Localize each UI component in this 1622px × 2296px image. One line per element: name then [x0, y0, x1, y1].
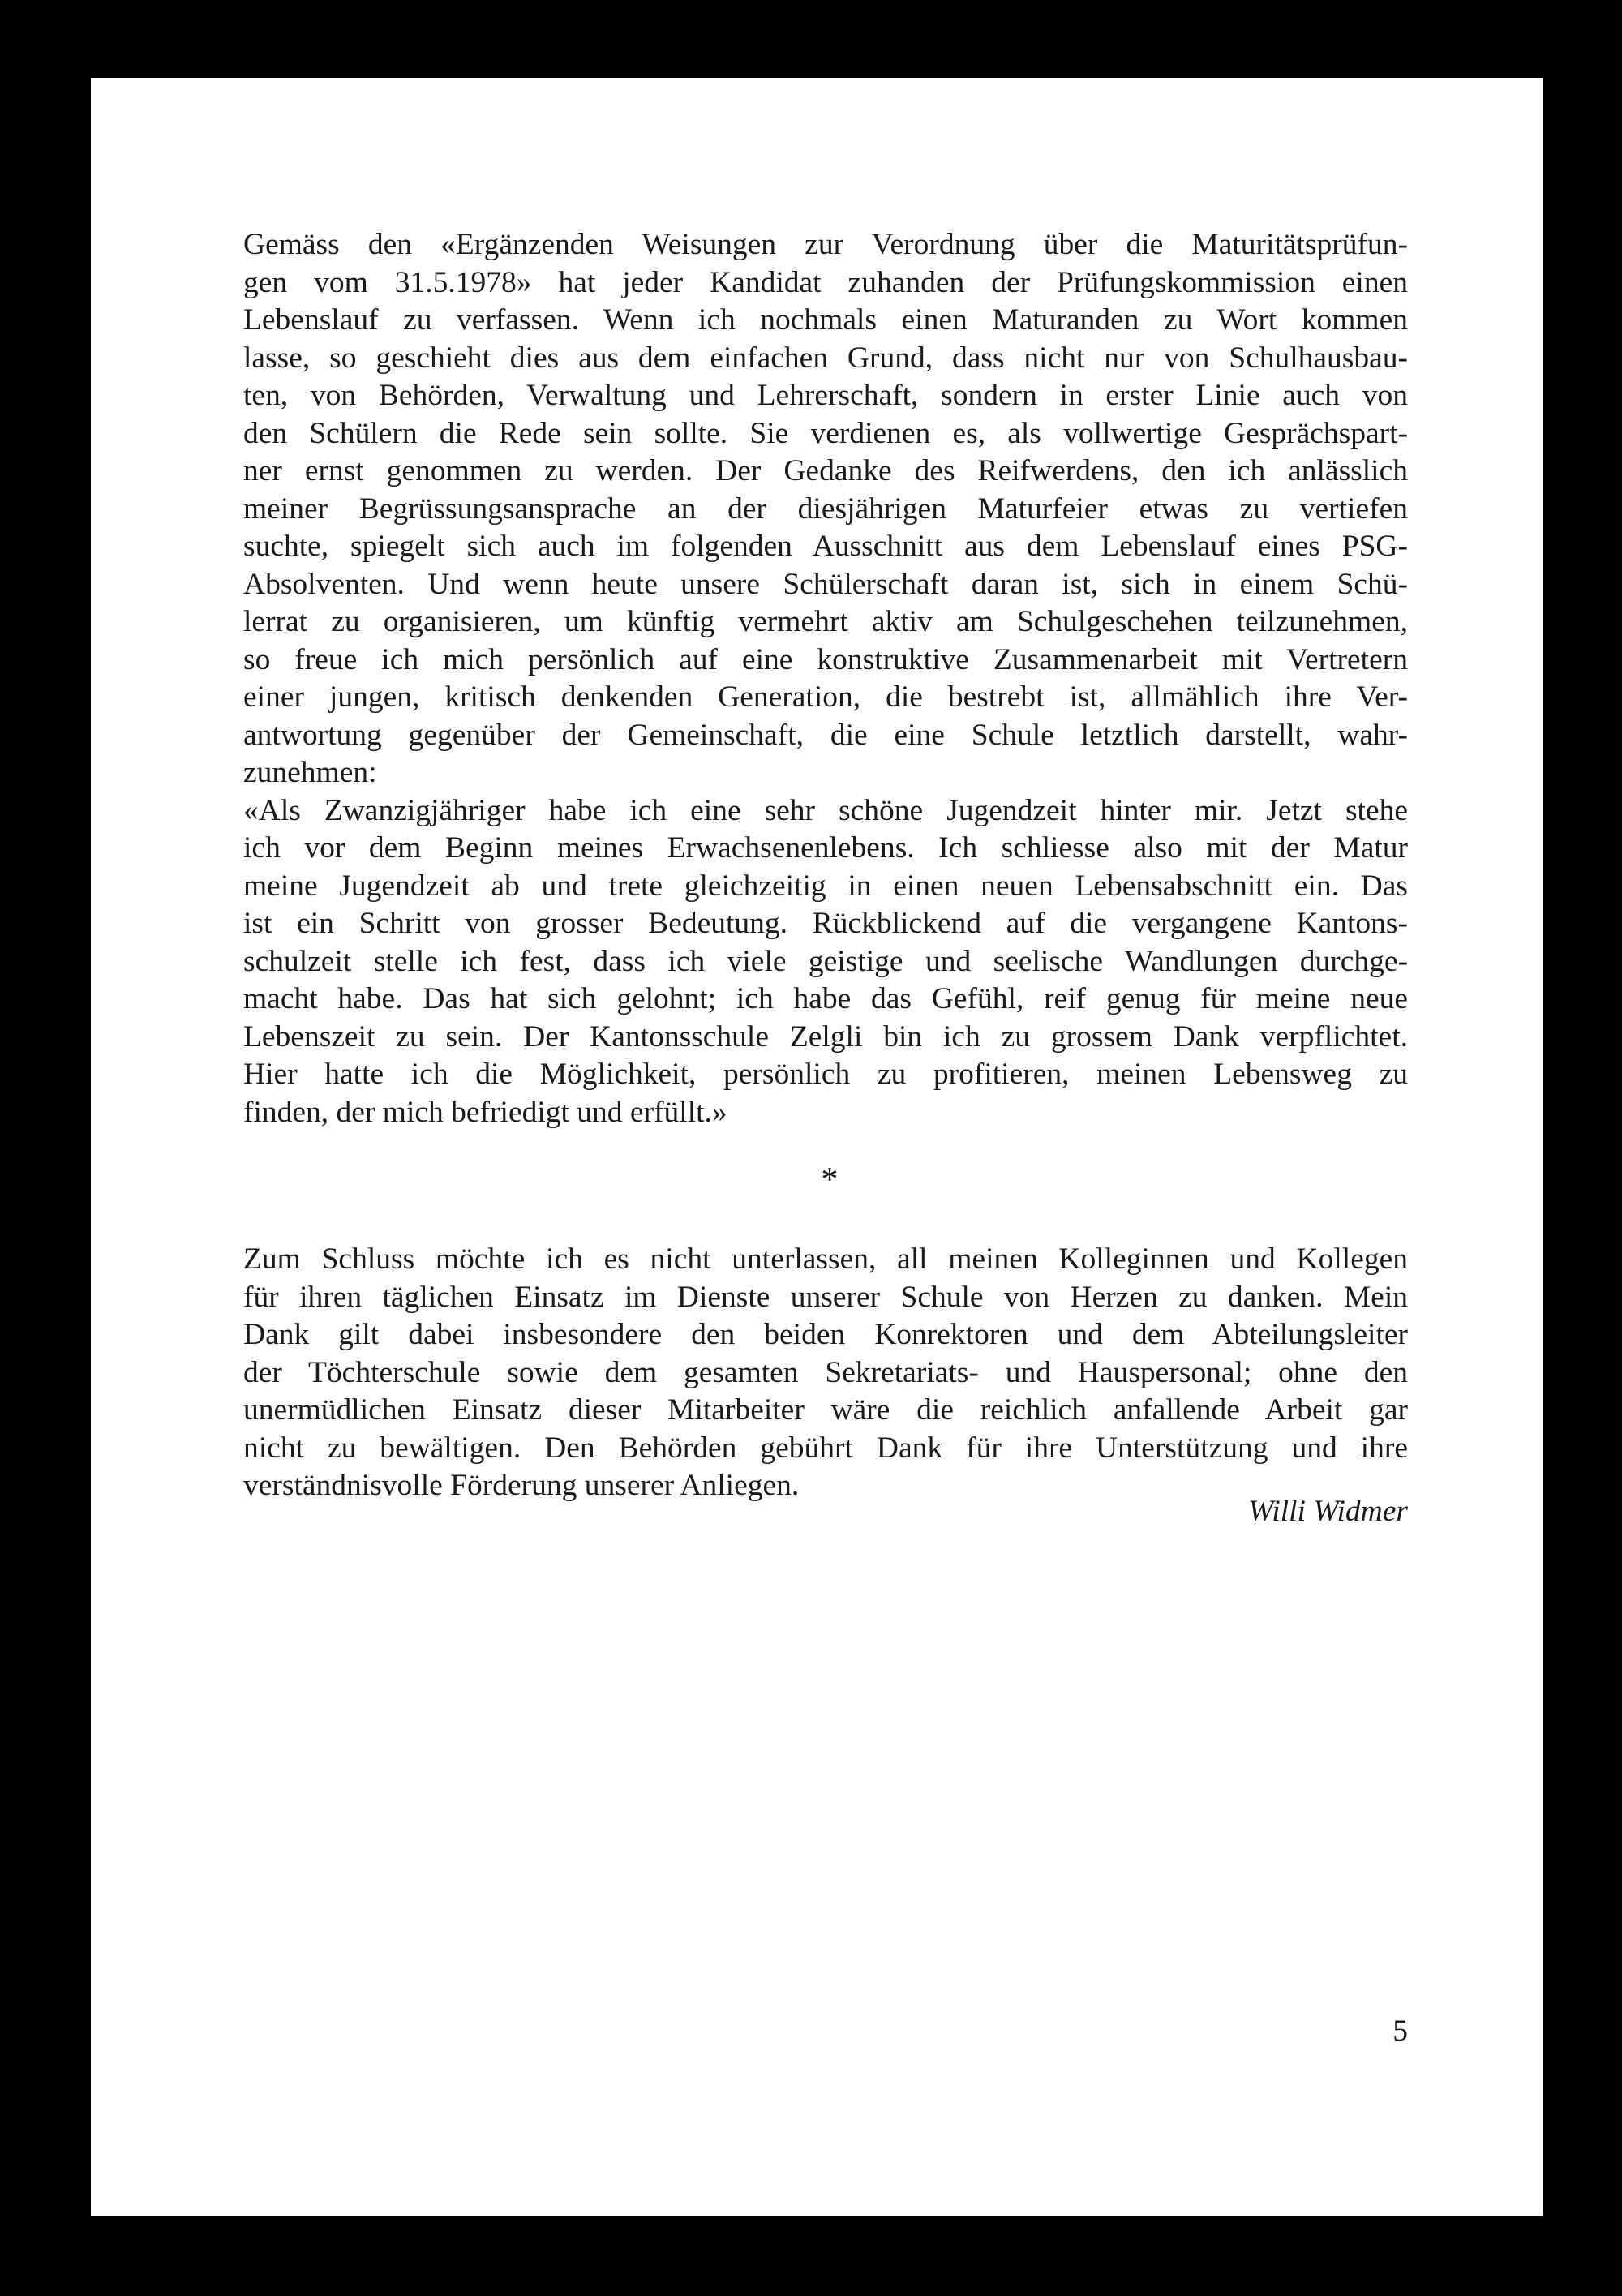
- quote-line: meine Jugendzeit ab und trete gleichzeitig in einen neuen Lebensabschnitt ein. Das: [243, 869, 1408, 903]
- text-line: ten, von Behörden, Verwaltung und Lehrerschaft, sondern in erster Linie auch von: [243, 379, 1408, 412]
- text-line: Lebenslauf zu verfassen. Wenn ich nochmals einen Maturanden zu Wort kommen: [243, 303, 1408, 337]
- quote-line: ist ein Schritt von grosser Bedeutung. Rückblickend auf die vergangene Kantons-: [243, 907, 1408, 940]
- quote-line: macht habe. Das hat sich gelohnt; ich habe das Gefühl, reif genug für meine neue: [243, 982, 1408, 1015]
- text-line: Gemäss den «Ergänzenden Weisungen zur Verordnung über die Maturitätsprüfun-: [243, 228, 1408, 261]
- page-number: 5: [1392, 2015, 1408, 2048]
- text-line: der Töchterschule sowie dem gesamten Sekretariats- und Hauspersonal; ohne den: [243, 1355, 1408, 1389]
- text-line: Absolventen. Und wenn heute unsere Schülerschaft daran ist, sich in einem Schü-: [243, 567, 1408, 601]
- main-text-block: [243, 226, 1408, 1131]
- quote-line: ich vor dem Beginn meines Erwachsenenlebens. Ich schliesse also mit der Matur: [243, 831, 1408, 865]
- text-line: lerrat zu organisieren, um künftig vermehrt aktiv am Schulgeschehen teilzunehmen,: [243, 605, 1408, 638]
- quote-line: Hier hatte ich die Möglichkeit, persönlich zu profitieren, meinen Lebensweg zu: [243, 1058, 1408, 1091]
- text-line: suchte, spiegelt sich auch im folgenden Ausschnitt aus dem Lebenslauf eines PSG-: [243, 530, 1408, 563]
- text-line: ner ernst genommen zu werden. Der Gedanke des Reifwerdens, den ich anlässlich: [243, 454, 1408, 487]
- quote-line: schulzeit stelle ich fest, dass ich viele geistige und seelische Wandlungen durchge-: [243, 944, 1408, 978]
- text-line: Dank gilt dabei insbesondere den beiden Konrektoren und dem Abteilungsleiter: [243, 1318, 1408, 1351]
- text-line: lasse, so geschieht dies aus dem einfachen Grund, dass nicht nur von Schulhausbau-: [243, 341, 1408, 375]
- text-line: unermüdlichen Einsatz dieser Mitarbeiter wäre die reichlich anfallende Arbeit gar: [243, 1393, 1408, 1427]
- text-line: zunehmen:: [243, 756, 377, 789]
- document-page: [91, 78, 1543, 2216]
- quote-line: Lebenszeit zu sein. Der Kantonsschule Zelgli bin ich zu grossem Dank verpflichtet.: [243, 1019, 1408, 1054]
- text-line: nicht zu bewältigen. Den Behörden gebührt Dank für ihre Unterstützung und ihre: [243, 1431, 1408, 1465]
- text-line: für ihren täglichen Einsatz im Dienste unserer Schule von Herzen zu danken. Mein: [243, 1280, 1408, 1314]
- asterisk-glyph: *: [821, 1161, 839, 1199]
- text-line: gen vom 31.5.1978» hat jeder Kandidat zuhanden der Prüfungskommission einen: [243, 265, 1408, 299]
- section-separator: [91, 1161, 1543, 1199]
- closing-text-block: [243, 1241, 1408, 1505]
- quote-line: finden, der mich befriedigt und erfüllt.»: [243, 1095, 727, 1129]
- text-line: meiner Begrüssungsansprache an der diesjährigen Maturfeier etwas zu vertiefen: [243, 491, 1408, 526]
- text-line: so freue ich mich persönlich auf eine konstruktive Zusammenarbeit mit Vertretern: [243, 642, 1408, 676]
- text-line: den Schülern die Rede sein sollte. Sie verdienen es, als vollwertige Gesprächspart-: [243, 416, 1408, 450]
- text-line: verständnisvolle Förderung unserer Anliegen.: [243, 1469, 800, 1502]
- text-line: Zum Schluss möchte ich es nicht unterlassen, all meinen Kolleginnen und Kollegen: [243, 1242, 1408, 1276]
- quote-line: «Als Zwanzigjähriger habe ich eine sehr schöne Jugendzeit hinter mir. Jetzt stehe: [243, 793, 1408, 827]
- text-line: einer jungen, kritisch denkenden Generation, die bestrebt ist, allmählich ihre Ver-: [243, 680, 1408, 714]
- author-signature: Willi Widmer: [1248, 1495, 1408, 1528]
- text-line: antwortung gegenüber der Gemeinschaft, die eine Schule letztlich darstellt, wahr-: [243, 718, 1408, 752]
